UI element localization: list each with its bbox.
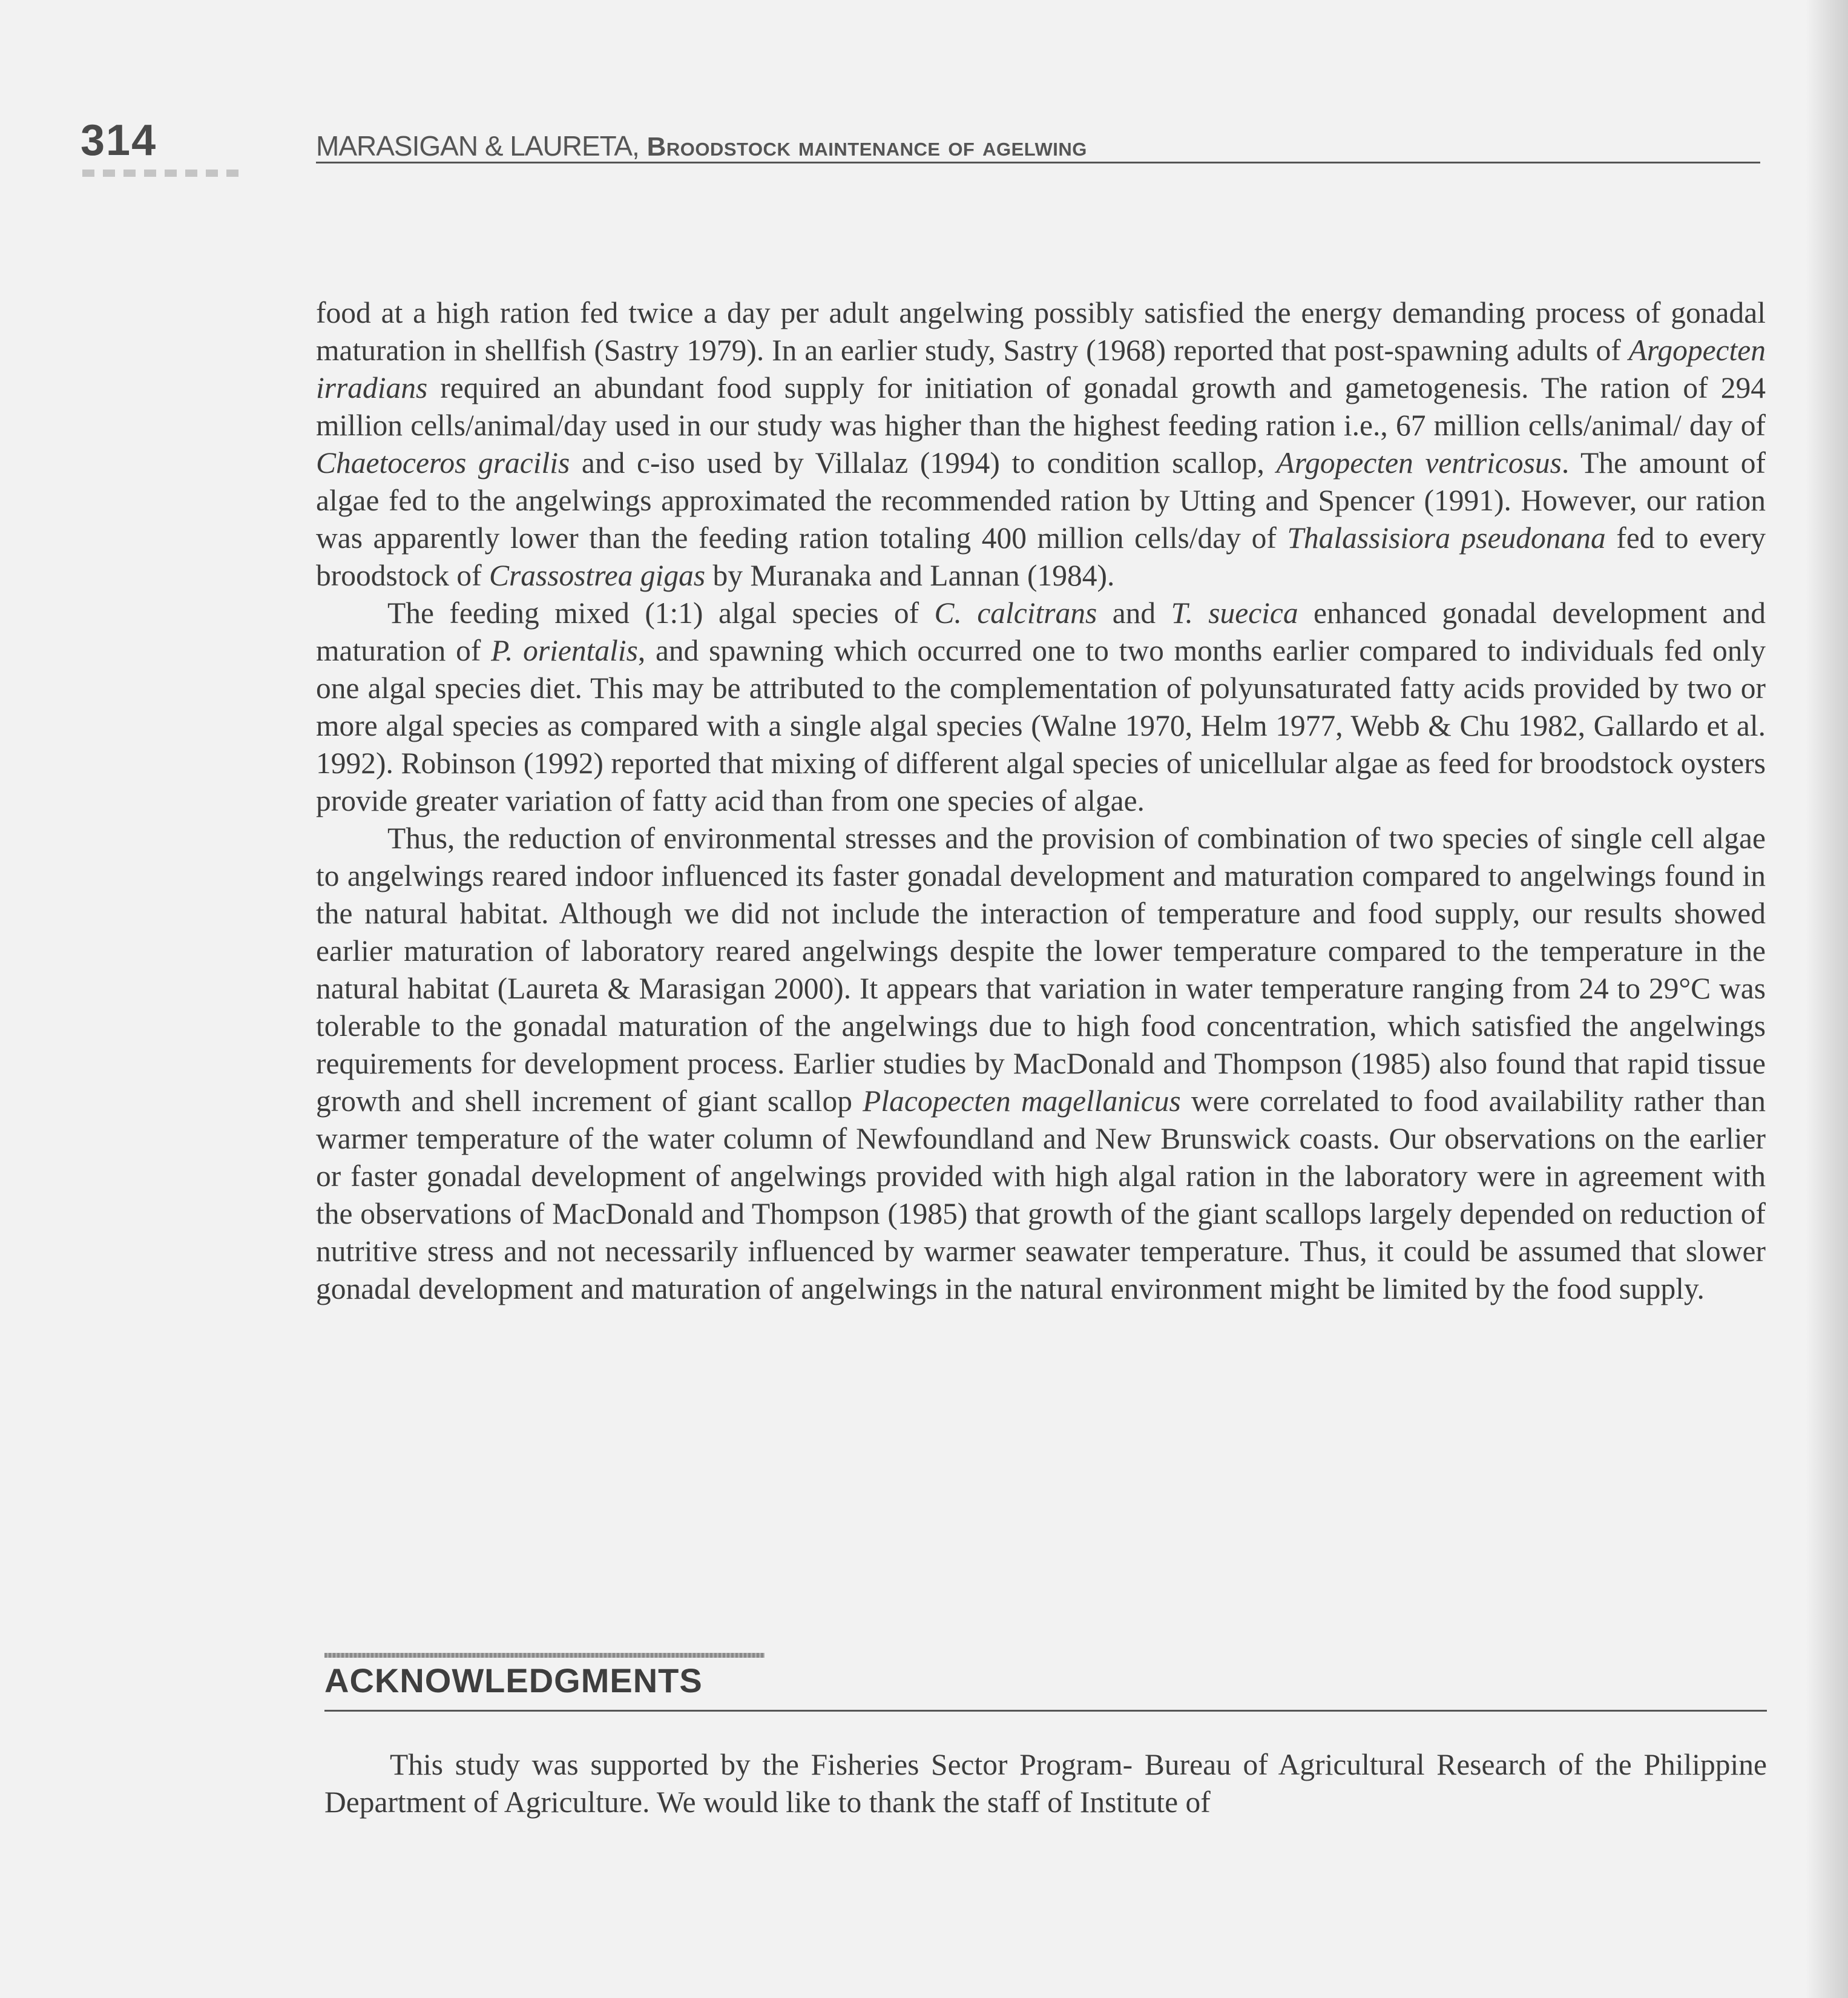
running-head [316,132,1087,160]
ornament-dot [165,170,177,177]
ornament-dot [226,170,238,177]
ornament-dot [206,170,218,177]
section-rule [324,1710,1767,1712]
ornament-dot [185,170,197,177]
acknowledgments-paragraph: This study was supported by the Fisheries Sector Program- Bureau of Agricultural Research of the Philippine Department of Agriculture. We would like to thank the staff of Institute of [324,1748,1767,1819]
species-name: Chaetoceros gracilis [316,446,570,480]
species-name: P. orientalis [491,634,638,667]
species-name: Thalassisiora pseudonana [1287,521,1606,555]
species-name: Argopecten irradians [316,334,1766,404]
species-name: T. suecica [1171,596,1298,630]
acknowledgments-section [324,1653,1767,1712]
ornament-dot [82,170,94,177]
species-name: C. calcitrans [934,596,1097,630]
section-heading: ACKNOWLEDGMENTS [324,1661,703,1700]
ornament-dot [103,170,115,177]
page-number-ornament [82,170,238,177]
ornament-dot [144,170,156,177]
header-rule [316,162,1760,163]
page-number: 314 [81,116,157,165]
section-top-rule [324,1653,765,1658]
body-paragraph: The feeding mixed (1:1) algal species of C. calcitrans and T. suecica enhanced gonadal development and maturation of P. orientalis, and spawning which occurred one to two months earlier compared to individuals fed only one algal species diet. This may be attributed to the complementation of polyunsaturated fatty acids provided by two or more algal species as compared with a single algal species (Walne 1970, Helm 1977, Webb & Chu 1982, Gallardo et al. 1992). Robinson (1992) reported that mixing of different algal species of unicellular algae as feed for broodstock oysters provide greater variation of fatty acid than from one species of algae. [316,596,1766,817]
running-head-authors: MARASIGAN & LAURETA, [316,130,639,162]
acknowledgments-text [324,1746,1767,1821]
body-text [316,294,1766,1308]
ornament-dot [123,170,136,177]
species-name: Placopecten magellanicus [863,1084,1181,1118]
species-name: Crassostrea gigas [488,559,706,592]
page-edge-shadow [1806,0,1848,1998]
species-name: Argopecten ventricosus [1276,446,1562,480]
body-paragraph: Thus, the reduction of environmental stresses and the provision of combination of two species of single cell algae to angelwings reared indoor influenced its faster gonadal development and maturation compared to angelwings found in the natural habitat. Although we did not include the interaction of temperature and food supply, our results showed earlier maturation of laboratory reared angelwings despite the lower temperature compared to the temperature in the natural habitat (Laureta & Marasigan 2000). It appears that variation in water temperature ranging from 24 to 29°C was tolerable to the gonadal maturation of the angelwings due to high food concentration, which satisfied the angelwings requirements for development process. Earlier studies by MacDonald and Thompson (1985) also found that rapid tissue growth and shell increment of giant scallop Placopecten magellanicus were correlated to food availability rather than warmer temperature of the water column of Newfoundland and New Brunswick coasts. Our observations on the earlier or faster gonadal development of angelwings provided with high algal ration in the laboratory were in agreement with the observations of MacDonald and Thompson (1985) that growth of the giant scallops largely depended on reduction of nutritive stress and not necessarily influenced by warmer seawater temperature. Thus, it could be assumed that slower gonadal development and maturation of angelwings in the natural environment might be limited by the food supply. [316,822,1766,1305]
running-head-title: Broodstock maintenance of agelwing [646,132,1087,162]
body-paragraph: food at a high ration fed twice a day per adult angelwing possibly satisfied the energy demanding process of gonadal maturation in shellfish (Sastry 1979). In an earlier study, Sastry (1968) reported that post-spawning adults of Argopecten irradians required an abundant food supply for initiation of gonadal growth and gametogenesis. The ration of 294 million cells/animal/day used in our study was higher than the highest feeding ration i.e., 67 million cells/animal/ day of Chaetoceros gracilis and c-iso used by Villalaz (1994) to condition scallop, Argopecten ventricosus. The amount of algae fed to the angelwings approximated the recommended ration by Utting and Spencer (1991). However, our ration was apparently lower than the feeding ration totaling 400 million cells/day of Thalassisiora pseudonana fed to every broodstock of Crassostrea gigas by Muranaka and Lannan (1984). [316,296,1766,592]
